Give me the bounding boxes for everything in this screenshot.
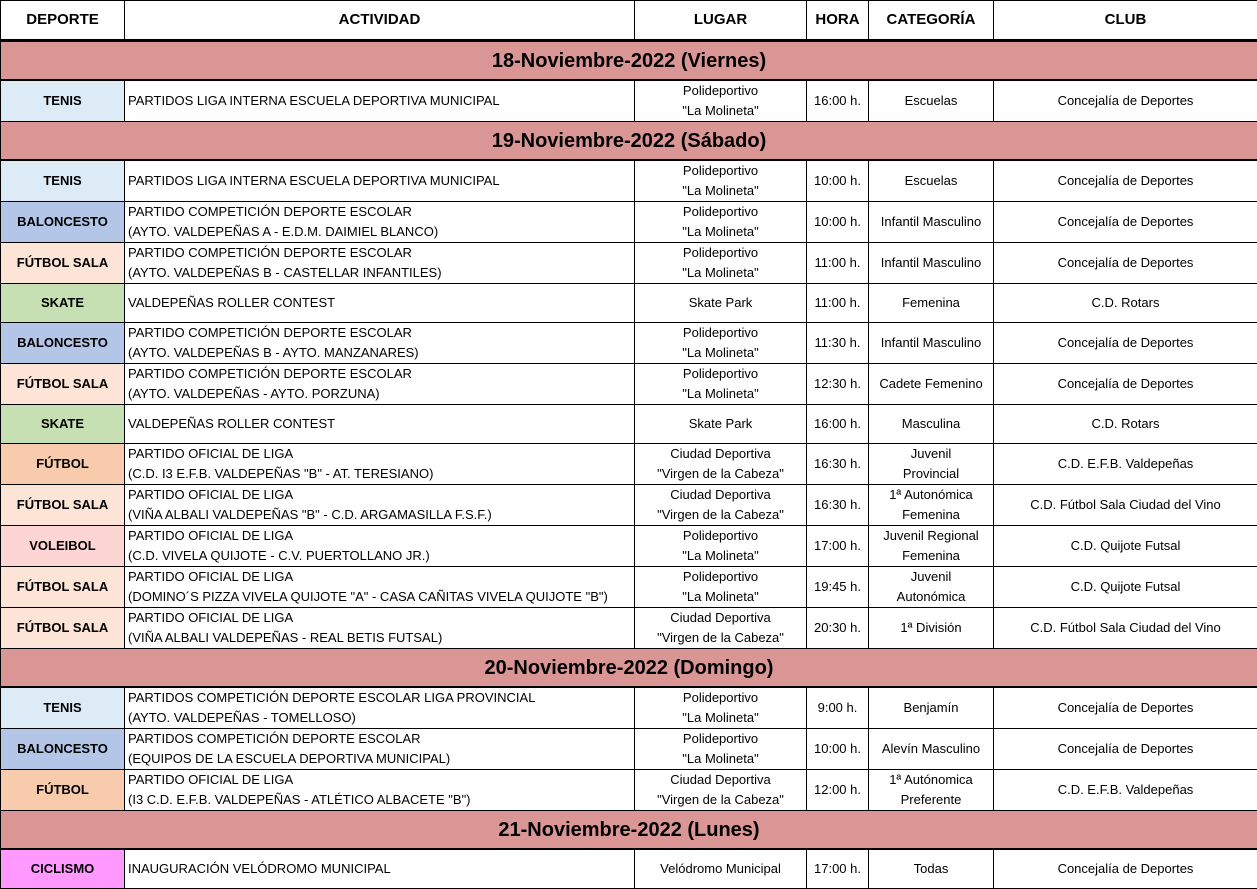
activity-line: (AYTO. VALDEPEÑAS A - E.D.M. DAIMIEL BLANCO) — [128, 222, 632, 242]
category-cell — [869, 80, 994, 122]
activity-cell — [125, 485, 635, 526]
event-row — [1, 405, 1257, 444]
activity-cell — [125, 526, 635, 567]
place-line: Ciudad Deportiva — [637, 485, 804, 505]
place-cell — [635, 526, 807, 567]
category-line: Benjamín — [871, 698, 991, 718]
category-cell — [869, 567, 994, 608]
place-line: Polideportivo — [637, 161, 804, 181]
category-line: Infantil Masculino — [871, 253, 991, 273]
event-row — [1, 284, 1257, 323]
category-line: Juvenil — [871, 567, 991, 587]
sport-cell: BALONCESTO — [1, 323, 125, 364]
club-cell: C.D. E.F.B. Valdepeñas — [994, 770, 1257, 811]
club-cell: Concejalía de Deportes — [994, 687, 1257, 729]
club-cell: C.D. E.F.B. Valdepeñas — [994, 444, 1257, 485]
time-cell: 12:00 h. — [807, 770, 869, 811]
club-cell: Concejalía de Deportes — [994, 243, 1257, 284]
place-line: Polideportivo — [637, 688, 804, 708]
place-cell — [635, 729, 807, 770]
event-row — [1, 485, 1257, 526]
club-cell: C.D. Quijote Futsal — [994, 567, 1257, 608]
activity-line: (DOMINO´S PIZZA VIVELA QUIJOTE "A" - CASA CAÑITAS VIVELA QUIJOTE "B") — [128, 587, 632, 607]
place-line: Skate Park — [637, 414, 804, 434]
activity-cell — [125, 729, 635, 770]
sport-cell: FÚTBOL SALA — [1, 364, 125, 405]
day-row — [1, 649, 1257, 688]
category-line: 1ª Autonómica — [871, 485, 991, 505]
event-row — [1, 849, 1257, 889]
activity-cell — [125, 687, 635, 729]
day-title: 18-Noviembre-2022 (Viernes) — [1, 41, 1257, 81]
activity-line: PARTIDOS LIGA INTERNA ESCUELA DEPORTIVA MUNICIPAL — [128, 171, 632, 191]
category-line: Masculina — [871, 414, 991, 434]
place-line: "La Molineta" — [637, 587, 804, 607]
event-row — [1, 160, 1257, 202]
category-cell — [869, 608, 994, 649]
place-cell — [635, 202, 807, 243]
place-line: Skate Park — [637, 293, 804, 313]
sport-cell: VOLEIBOL — [1, 526, 125, 567]
category-line: Juvenil — [871, 444, 991, 464]
place-cell — [635, 687, 807, 729]
time-cell: 10:00 h. — [807, 160, 869, 202]
place-line: Ciudad Deportiva — [637, 608, 804, 628]
sport-cell: SKATE — [1, 405, 125, 444]
activity-line: PARTIDO OFICIAL DE LIGA — [128, 608, 632, 628]
activity-line: (AYTO. VALDEPEÑAS - AYTO. PORZUNA) — [128, 384, 632, 404]
time-cell: 9:00 h. — [807, 687, 869, 729]
sport-cell: FÚTBOL — [1, 444, 125, 485]
time-cell: 16:00 h. — [807, 80, 869, 122]
sport-cell: FÚTBOL SALA — [1, 567, 125, 608]
category-line: Femenina — [871, 505, 991, 525]
place-line: Polideportivo — [637, 202, 804, 222]
sport-cell: CICLISMO — [1, 849, 125, 889]
category-cell — [869, 485, 994, 526]
sport-cell: FÚTBOL SALA — [1, 608, 125, 649]
activity-line: (EQUIPOS DE LA ESCUELA DEPORTIVA MUNICIPAL) — [128, 749, 632, 769]
activity-line: VALDEPEÑAS ROLLER CONTEST — [128, 414, 632, 434]
day-title: 21-Noviembre-2022 (Lunes) — [1, 811, 1257, 850]
place-line: Ciudad Deportiva — [637, 770, 804, 790]
time-cell: 10:00 h. — [807, 729, 869, 770]
sport-cell: BALONCESTO — [1, 202, 125, 243]
event-row — [1, 364, 1257, 405]
place-line: "La Molineta" — [637, 384, 804, 404]
time-cell: 11:00 h. — [807, 243, 869, 284]
day-row — [1, 811, 1257, 850]
activity-cell — [125, 608, 635, 649]
place-line: "La Molineta" — [637, 181, 804, 201]
event-row — [1, 729, 1257, 770]
event-row — [1, 687, 1257, 729]
activity-line: PARTIDO OFICIAL DE LIGA — [128, 444, 632, 464]
club-cell: Concejalía de Deportes — [994, 80, 1257, 122]
sport-cell: FÚTBOL SALA — [1, 485, 125, 526]
sport-cell: TENIS — [1, 80, 125, 122]
category-line: Preferente — [871, 790, 991, 810]
place-line: "La Molineta" — [637, 101, 804, 121]
category-line: Infantil Masculino — [871, 333, 991, 353]
category-line: Femenina — [871, 546, 991, 566]
club-cell: Concejalía de Deportes — [994, 849, 1257, 889]
activity-line: PARTIDO OFICIAL DE LIGA — [128, 526, 632, 546]
place-cell — [635, 444, 807, 485]
schedule-body — [1, 41, 1257, 889]
activity-cell — [125, 567, 635, 608]
activity-line: PARTIDO COMPETICIÓN DEPORTE ESCOLAR — [128, 243, 632, 263]
place-cell — [635, 567, 807, 608]
place-line: Polideportivo — [637, 323, 804, 343]
place-line: Polideportivo — [637, 526, 804, 546]
category-line: Autonómica — [871, 587, 991, 607]
activity-line: (AYTO. VALDEPEÑAS B - AYTO. MANZANARES) — [128, 343, 632, 363]
time-cell: 16:30 h. — [807, 485, 869, 526]
place-line: Polideportivo — [637, 81, 804, 101]
category-line: Escuelas — [871, 91, 991, 111]
event-row — [1, 444, 1257, 485]
place-line: Polideportivo — [637, 364, 804, 384]
category-cell — [869, 849, 994, 889]
category-line: Juvenil Regional — [871, 526, 991, 546]
place-line: Polideportivo — [637, 567, 804, 587]
place-line: Velódromo Municipal — [637, 859, 804, 879]
category-line: Todas — [871, 859, 991, 879]
activity-line: (I3 C.D. E.F.B. VALDEPEÑAS - ATLÉTICO ALBACETE "B") — [128, 790, 632, 810]
activity-cell — [125, 160, 635, 202]
event-row — [1, 202, 1257, 243]
activity-cell — [125, 284, 635, 323]
category-line: 1ª Autónomica — [871, 770, 991, 790]
activity-line: (VIÑA ALBALI VALDEPEÑAS - REAL BETIS FUTSAL) — [128, 628, 632, 648]
header-deporte: DEPORTE — [1, 1, 125, 41]
header-lugar: LUGAR — [635, 1, 807, 41]
category-cell — [869, 243, 994, 284]
club-cell: Concejalía de Deportes — [994, 729, 1257, 770]
place-line: "La Molineta" — [637, 222, 804, 242]
category-cell — [869, 160, 994, 202]
category-line: Cadete Femenino — [871, 374, 991, 394]
header-club: CLUB — [994, 1, 1257, 41]
place-cell — [635, 243, 807, 284]
category-line: Provincial — [871, 464, 991, 484]
category-line: Escuelas — [871, 171, 991, 191]
category-cell — [869, 364, 994, 405]
event-row — [1, 526, 1257, 567]
sport-cell: TENIS — [1, 687, 125, 729]
time-cell: 11:30 h. — [807, 323, 869, 364]
activity-line: PARTIDOS LIGA INTERNA ESCUELA DEPORTIVA MUNICIPAL — [128, 91, 632, 111]
place-line: Polideportivo — [637, 243, 804, 263]
activity-line: (C.D. I3 E.F.B. VALDEPEÑAS "B" - AT. TERESIANO) — [128, 464, 632, 484]
activity-line: PARTIDO COMPETICIÓN DEPORTE ESCOLAR — [128, 364, 632, 384]
time-cell: 16:30 h. — [807, 444, 869, 485]
activity-line: VALDEPEÑAS ROLLER CONTEST — [128, 293, 632, 313]
activity-cell — [125, 243, 635, 284]
category-line: 1ª División — [871, 618, 991, 638]
activity-cell — [125, 849, 635, 889]
club-cell: Concejalía de Deportes — [994, 202, 1257, 243]
event-row — [1, 770, 1257, 811]
place-cell — [635, 405, 807, 444]
activity-cell — [125, 80, 635, 122]
club-cell: Concejalía de Deportes — [994, 160, 1257, 202]
activity-cell — [125, 444, 635, 485]
activity-cell — [125, 405, 635, 444]
club-cell: C.D. Rotars — [994, 405, 1257, 444]
place-line: "Virgen de la Cabeza" — [637, 628, 804, 648]
activity-cell — [125, 770, 635, 811]
place-line: "La Molineta" — [637, 708, 804, 728]
category-line: Femenina — [871, 293, 991, 313]
place-line: Polideportivo — [637, 729, 804, 749]
place-cell — [635, 80, 807, 122]
place-line: "Virgen de la Cabeza" — [637, 790, 804, 810]
activity-line: PARTIDO OFICIAL DE LIGA — [128, 567, 632, 587]
category-line: Alevín Masculino — [871, 739, 991, 759]
activity-line: (AYTO. VALDEPEÑAS B - CASTELLAR INFANTILES) — [128, 263, 632, 283]
place-cell — [635, 485, 807, 526]
event-row — [1, 243, 1257, 284]
header-hora: HORA — [807, 1, 869, 41]
sport-cell: TENIS — [1, 160, 125, 202]
category-cell — [869, 444, 994, 485]
time-cell: 12:30 h. — [807, 364, 869, 405]
category-cell — [869, 770, 994, 811]
time-cell: 20:30 h. — [807, 608, 869, 649]
category-cell — [869, 526, 994, 567]
place-cell — [635, 284, 807, 323]
header-actividad: ACTIVIDAD — [125, 1, 635, 41]
sport-cell: BALONCESTO — [1, 729, 125, 770]
header-categoria: CATEGORÍA — [869, 1, 994, 41]
place-cell — [635, 364, 807, 405]
day-title: 20-Noviembre-2022 (Domingo) — [1, 649, 1257, 688]
sport-cell: SKATE — [1, 284, 125, 323]
activity-line: PARTIDO COMPETICIÓN DEPORTE ESCOLAR — [128, 323, 632, 343]
event-row — [1, 567, 1257, 608]
club-cell: C.D. Rotars — [994, 284, 1257, 323]
club-cell: Concejalía de Deportes — [994, 323, 1257, 364]
activity-line: (C.D. VIVELA QUIJOTE - C.V. PUERTOLLANO JR.) — [128, 546, 632, 566]
place-cell — [635, 849, 807, 889]
activity-line: PARTIDO OFICIAL DE LIGA — [128, 485, 632, 505]
category-cell — [869, 323, 994, 364]
category-cell — [869, 729, 994, 770]
activity-cell — [125, 323, 635, 364]
place-cell — [635, 770, 807, 811]
category-line: Infantil Masculino — [871, 212, 991, 232]
category-cell — [869, 284, 994, 323]
activity-cell — [125, 202, 635, 243]
time-cell: 16:00 h. — [807, 405, 869, 444]
place-line: "La Molineta" — [637, 749, 804, 769]
header-row — [1, 1, 1257, 41]
activity-line: PARTIDOS COMPETICIÓN DEPORTE ESCOLAR — [128, 729, 632, 749]
activity-line: PARTIDOS COMPETICIÓN DEPORTE ESCOLAR LIGA PROVINCIAL — [128, 688, 632, 708]
time-cell: 19:45 h. — [807, 567, 869, 608]
event-row — [1, 608, 1257, 649]
activity-line: PARTIDO COMPETICIÓN DEPORTE ESCOLAR — [128, 202, 632, 222]
place-cell — [635, 160, 807, 202]
time-cell: 10:00 h. — [807, 202, 869, 243]
activity-line: (VIÑA ALBALI VALDEPEÑAS "B" - C.D. ARGAMASILLA F.S.F.) — [128, 505, 632, 525]
day-title: 19-Noviembre-2022 (Sábado) — [1, 122, 1257, 161]
category-cell — [869, 405, 994, 444]
activity-line: INAUGURACIÓN VELÓDROMO MUNICIPAL — [128, 859, 632, 879]
time-cell: 17:00 h. — [807, 849, 869, 889]
club-cell: C.D. Fútbol Sala Ciudad del Vino — [994, 485, 1257, 526]
club-cell: C.D. Fútbol Sala Ciudad del Vino — [994, 608, 1257, 649]
event-row — [1, 80, 1257, 122]
place-cell — [635, 608, 807, 649]
place-line: Ciudad Deportiva — [637, 444, 804, 464]
activity-line: (AYTO. VALDEPEÑAS - TOMELLOSO) — [128, 708, 632, 728]
place-line: "La Molineta" — [637, 343, 804, 363]
club-cell: C.D. Quijote Futsal — [994, 526, 1257, 567]
place-line: "La Molineta" — [637, 263, 804, 283]
day-row — [1, 122, 1257, 161]
category-cell — [869, 687, 994, 729]
sport-cell: FÚTBOL SALA — [1, 243, 125, 284]
sport-cell: FÚTBOL — [1, 770, 125, 811]
club-cell: Concejalía de Deportes — [994, 364, 1257, 405]
place-line: "La Molineta" — [637, 546, 804, 566]
activity-cell — [125, 364, 635, 405]
place-cell — [635, 323, 807, 364]
time-cell: 11:00 h. — [807, 284, 869, 323]
day-row — [1, 41, 1257, 81]
place-line: "Virgen de la Cabeza" — [637, 505, 804, 525]
category-cell — [869, 202, 994, 243]
activity-line: PARTIDO OFICIAL DE LIGA — [128, 770, 632, 790]
time-cell: 17:00 h. — [807, 526, 869, 567]
place-line: "Virgen de la Cabeza" — [637, 464, 804, 484]
event-row — [1, 323, 1257, 364]
